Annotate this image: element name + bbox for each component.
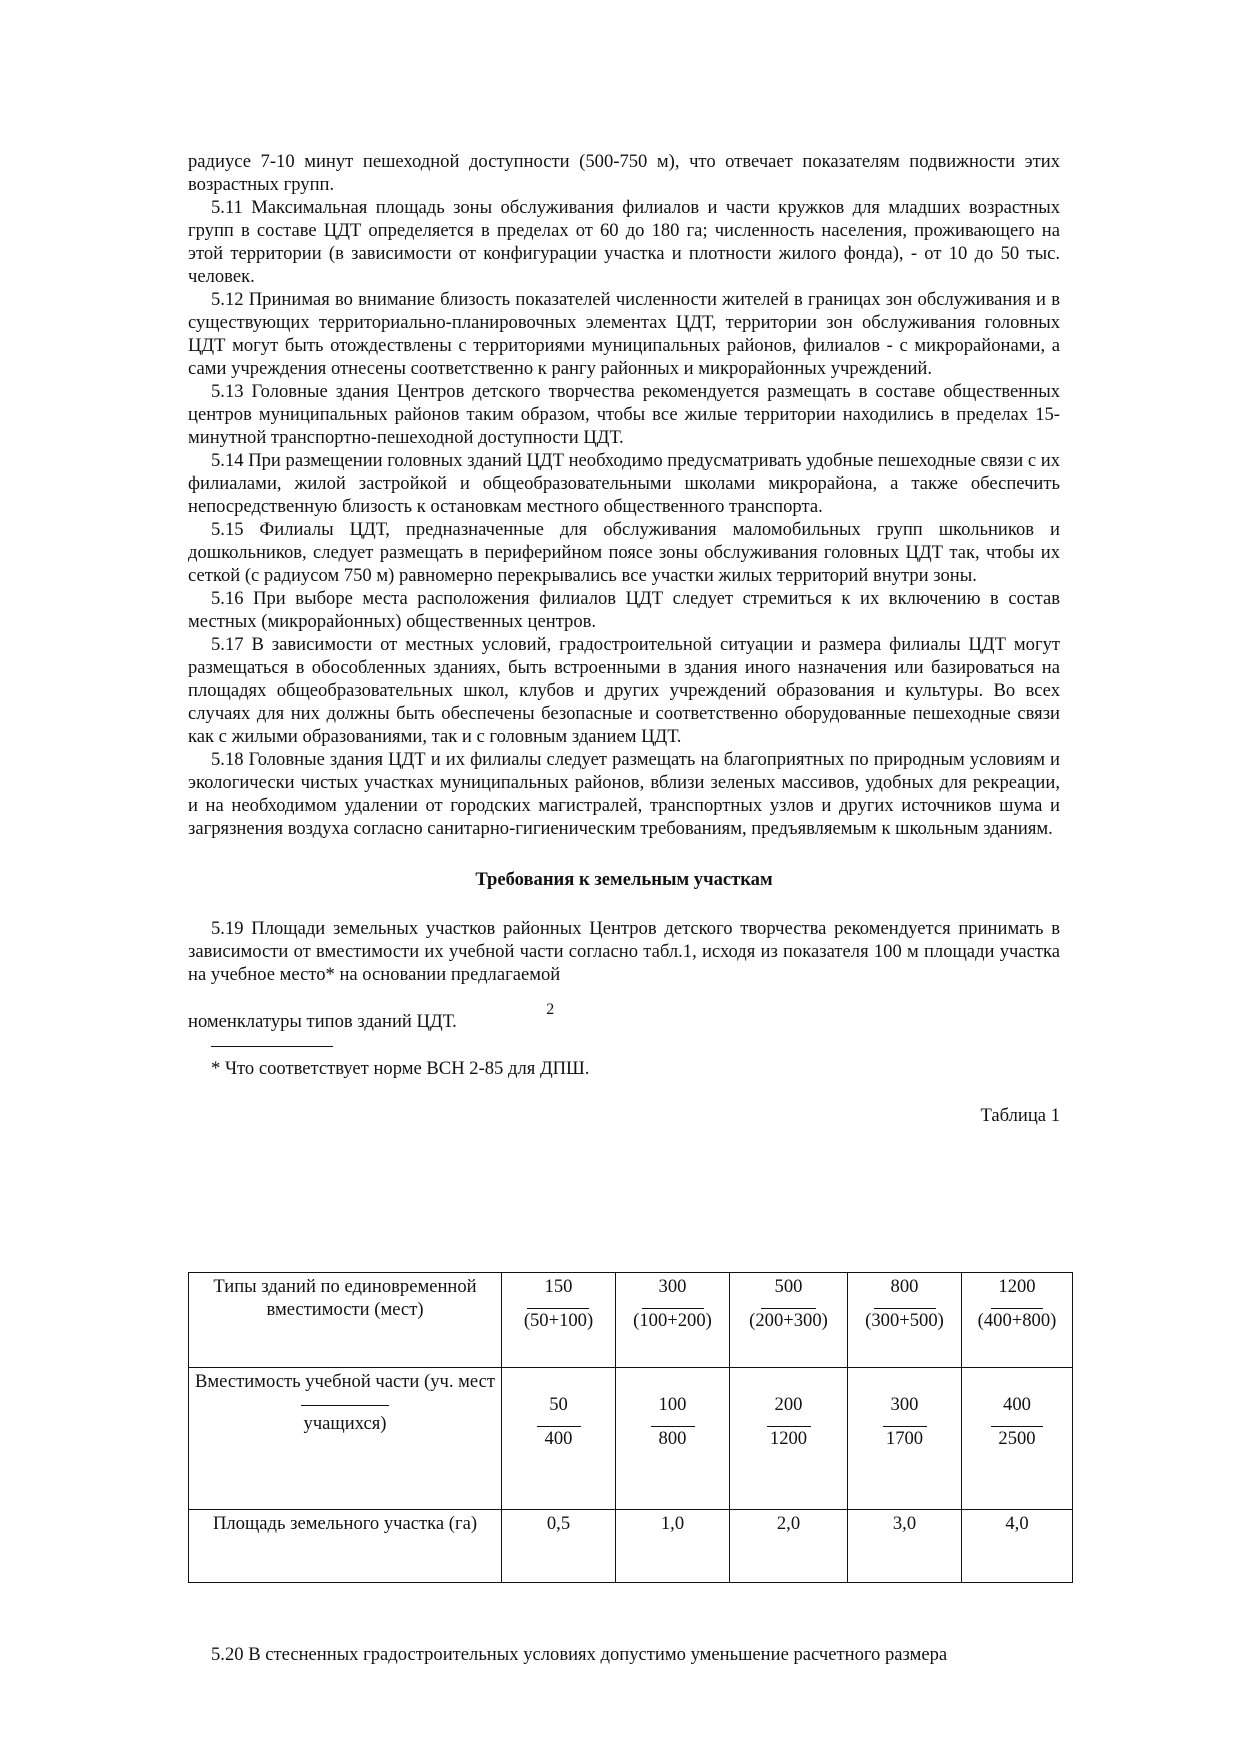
- fraction-numerator: Вместимость учебной части (уч. мест: [194, 1371, 496, 1392]
- paragraph-5-19-tail: номенклатуры типов зданий ЦДТ.: [188, 1011, 457, 1032]
- fraction-numerator: 500: [774, 1276, 803, 1297]
- paragraph-5-18: 5.18 Головные здания ЦДТ и их филиалы следует размещать на благоприятных по природным условиям и экологически чистых участках муниципальных районов, вблизи зеленых массивов, удобных для рекреации, и на необходимом удалении от городских магистралей, транспортных узлов и других источников шума и загрязнения воздуха согласно санитарно-гигиеническим требованиям, предъявляемым к школьным зданиям.: [188, 749, 1060, 839]
- fraction-numerator: 50: [549, 1394, 568, 1415]
- paragraph-continuation: радиусе 7-10 минут пешеходной доступности (500-750 м), что отвечает показателям подвижности этих возрастных групп.: [188, 151, 1060, 195]
- fraction-numerator: 800: [890, 1276, 919, 1297]
- fraction-numerator: 400: [1003, 1394, 1031, 1415]
- table-caption: Таблица 1: [980, 1105, 1060, 1126]
- fraction-numerator: 150: [544, 1276, 573, 1297]
- footnote-divider: [211, 1046, 333, 1047]
- table-row: [189, 1368, 1073, 1510]
- table-cell: 0,5: [502, 1510, 616, 1583]
- superscript-2-text: 2: [546, 1001, 555, 1018]
- table-cell: [848, 1273, 962, 1368]
- fraction-numerator: 200: [774, 1394, 803, 1415]
- row-header-capacity: [189, 1368, 502, 1510]
- fraction-bar: [301, 1405, 389, 1406]
- paragraph-5-19: [188, 917, 1060, 1018]
- table-cell: [848, 1368, 962, 1510]
- table-cell: [502, 1368, 616, 1510]
- table-cell: [962, 1273, 1073, 1368]
- fraction-denominator: (50+100): [523, 1310, 594, 1331]
- paragraph-5-16: 5.16 При выборе места расположения филиалов ЦДТ следует стремиться к их включению в состав местных (микрорайонных) общественных центров.: [188, 588, 1060, 632]
- table-cell: 3,0: [848, 1510, 962, 1583]
- row-header-building-types: Типы зданий по единовременной вместимости (мест): [189, 1273, 502, 1368]
- fraction-numerator: 1200: [998, 1276, 1036, 1297]
- fraction-denominator: (400+800): [977, 1310, 1057, 1331]
- table-cell: [616, 1368, 730, 1510]
- fraction-denominator: 1700: [885, 1428, 924, 1449]
- paragraph-5-17: 5.17 В зависимости от местных условий, градостроительной ситуации и размера филиалы ЦДТ могут размещаться в обособленных зданиях, быть встроенными в здания иного назначения или базироваться на площадях общеобразовательных школ, клубов и других учреждений образования и культуры. Во всех случаях для них должны быть обеспечены безопасные и соответственно оборудованные пешеходные связи как с жилыми образованиями, так и с головным зданием ЦДТ.: [188, 634, 1060, 747]
- table-cell: [730, 1368, 848, 1510]
- paragraph-5-12: 5.12 Принимая во внимание близость показателей численности жителей в границах зон обслуживания и в существующих территориально-планировочных элементах ЦДТ, территории зон обслуживания головных ЦДТ могут быть отождествлены с территориями муниципальных районов, филиалов - с микрорайонами, а сами учреждения отнесены соответственно к рангу районных и микрорайонных учреждений.: [188, 289, 1060, 379]
- table-cell: 4,0: [962, 1510, 1073, 1583]
- paragraph-5-19-text: 5.19 Площади земельных участков районных Центров детского творчества рекомендуется принимать в зависимости от вместимости их учебной части согласно табл.1, исходя из показателя 100 м площади участка на учебное место* на основании предлагаемой: [188, 918, 1060, 985]
- fraction-denominator: учащихся): [303, 1413, 387, 1434]
- paragraph-5-11: 5.11 Максимальная площадь зоны обслуживания филиалов и части кружков для младших возрастных групп в составе ЦДТ определяется в пределах от 60 до 180 га; численность населения, проживающего на этой территории (в зависимости от конфигурации участка и плотности жилого фонда), - от 10 до 50 тыс. человек.: [188, 197, 1060, 287]
- fraction-denominator: (100+200): [633, 1310, 712, 1331]
- fraction-numerator: 100: [658, 1394, 687, 1415]
- row-header-land-area: Площадь земельного участка (га): [189, 1510, 502, 1583]
- paragraph-5-13: 5.13 Головные здания Центров детского творчества рекомендуется размещать в составе общественных центров муниципальных районов таким образом, чтобы все жилые территории находились в пределах 15-минутной транспортно-пешеходной доступности ЦДТ.: [188, 381, 1060, 448]
- section-heading: Требования к земельным участкам: [475, 869, 773, 890]
- footnote: * Что соответствует норме ВСН 2-85 для ДПШ.: [211, 1058, 590, 1079]
- paragraph-5-20: 5.20 В стесненных градостроительных условиях допустимо уменьшение расчетного размера: [211, 1644, 948, 1665]
- table-cell: 2,0: [730, 1510, 848, 1583]
- paragraph-5-14: 5.14 При размещении головных зданий ЦДТ необходимо предусматривать удобные пешеходные связи с их филиалами, жилой застройкой и общеобразовательными школами микрорайона, а также обеспечить непосредственную близость к остановкам местного общественного транспорта.: [188, 450, 1060, 517]
- table-cell: [730, 1273, 848, 1368]
- fraction-numerator: 300: [890, 1394, 919, 1415]
- fraction-denominator: 400: [544, 1428, 573, 1449]
- paragraph-5-15: 5.15 Филиалы ЦДТ, предназначенные для обслуживания маломобильных групп школьников и дошкольников, следует размещать в периферийном поясе зоны обслуживания головных ЦДТ так, чтобы их сеткой (с радиусом 750 м) равномерно перекрывались все участки жилых территорий внутри зоны.: [188, 519, 1060, 586]
- document-body: [188, 150, 1060, 1127]
- fraction-numerator: 300: [658, 1276, 687, 1297]
- fraction-denominator: (300+500): [865, 1310, 944, 1331]
- land-area-table: [188, 1272, 1073, 1583]
- fraction-denominator: 800: [658, 1428, 687, 1449]
- fraction-denominator: (200+300): [749, 1310, 828, 1331]
- table-cell: [962, 1368, 1073, 1510]
- table-row: [189, 1273, 1073, 1368]
- table-row: [189, 1510, 1073, 1583]
- fraction-denominator: 1200: [769, 1428, 808, 1449]
- table-cell: [616, 1273, 730, 1368]
- table-cell: [502, 1273, 616, 1368]
- fraction-denominator: 2500: [998, 1428, 1036, 1449]
- table-cell: 1,0: [616, 1510, 730, 1583]
